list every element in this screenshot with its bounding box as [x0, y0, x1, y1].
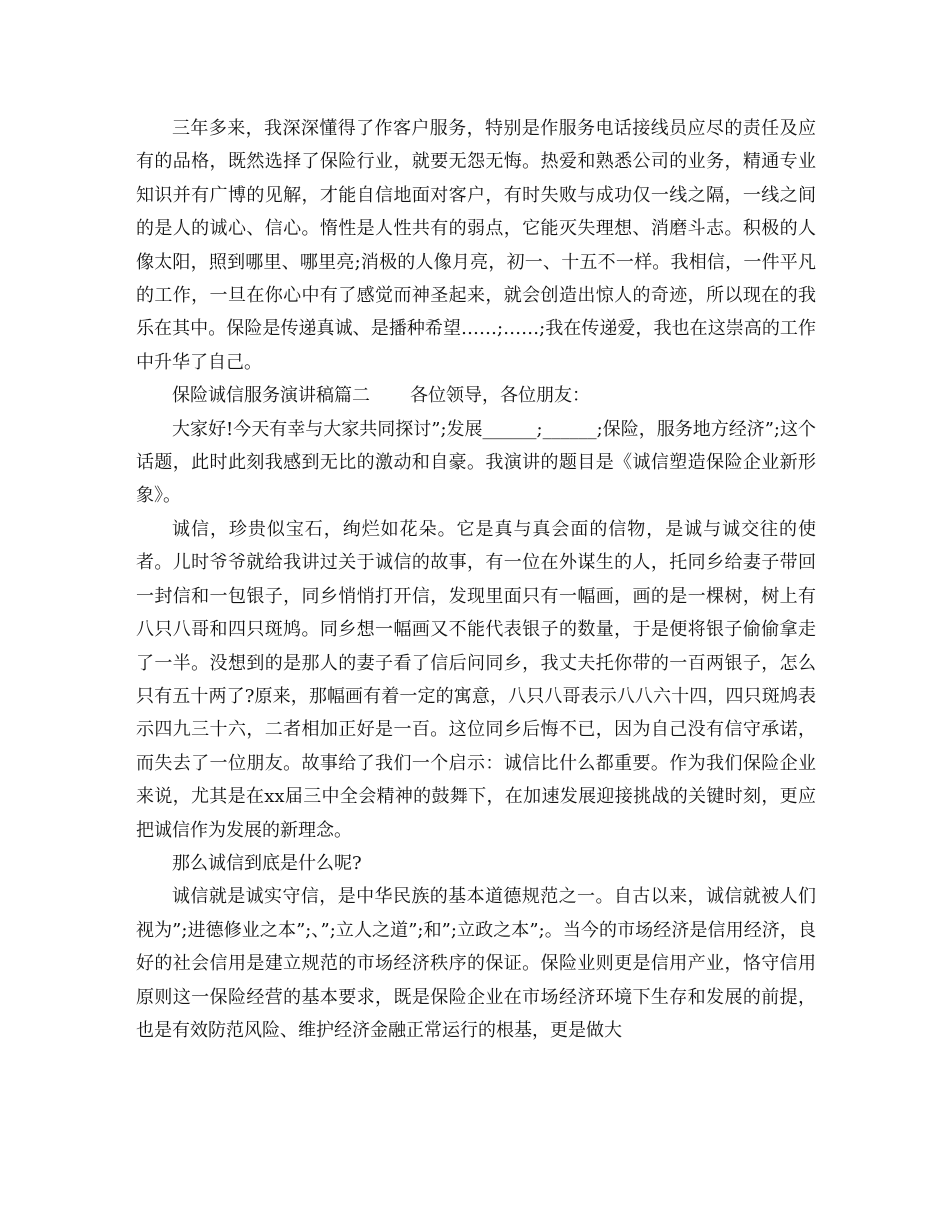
section-title: 保险诚信服务演讲稿篇二 — [172, 385, 370, 407]
paragraph-5: 诚信就是诚实守信，是中华民族的基本道德规范之一。自古以来，诚信就被人们视为”;进德修业之本”;、”;立人之道”;和”;立政之本”;。当今的市场经济是信用经济，良好的社会信用是建立规范的市场经济秩序的保证。保险业则更是信用产业，恪守信用原则这一保险经营的基本要求，既是保险企业在市场经济环境下生存和发展的前提，也是有效防范风险、维护经济金融正常运行的根基，更是做大 — [136, 886, 816, 1041]
document-page — [136, 112, 816, 1047]
paragraph-3: 诚信，珍贵似宝石，绚烂如花朵。它是真与真会面的信物，是诚与诚交往的使者。儿时爷爷就给我讲过关于诚信的故事，有一位在外谋生的人，托同乡给妻子带回一封信和一包银子，同乡悄悄打开信，发现里面只有一幅画，画的是一棵树，树上有八只八哥和四只斑鸠。同乡想一幅画又不能代表银子的数量，于是便将银子偷偷拿走了一半。没想到的是那人的妻子看了信后问同乡，我丈夫托你带的一百两银子，怎么只有五十两了?原来，那幅画有着一定的寓意，八只八哥表示八八六十四，四只斑鸠表示四九三十六，二者相加正好是一百。这位同乡后悔不已，因为自己没有信守承诺，而失去了一位朋友。故事给了我们一个启示：诚信比什么都重要。作为我们保险企业来说，尤其是在xx届三中全会精神的鼓舞下，在加速发展迎接挑战的关键时刻，更应把诚信作为发展的新理念。 — [136, 518, 816, 841]
section-heading-line — [136, 379, 816, 412]
salutation: 各位领导，各位朋友： — [410, 385, 590, 407]
paragraph-2: 大家好!今天有幸与大家共同探讨”;发展______;______;保险，服务地方经济”;这个话题，此时此刻我感到无比的激动和自豪。我演讲的题目是《诚信塑造保险企业新形象》。 — [136, 418, 816, 507]
paragraph-4: 那么诚信到底是什么呢? — [172, 852, 362, 874]
paragraph-1: 三年多来，我深深懂得了作客户服务，特别是作服务电话接线员应尽的责任及应有的品格，既然选择了保险行业，就要无怨无悔。热爱和熟悉公司的业务，精通专业知识并有广博的见解，才能自信地面对客户，有时失败与成功仅一线之隔，一线之间的是人的诚心、信心。惰性是人性共有的弱点，它能灭失理想、消磨斗志。积极的人像太阳，照到哪里、哪里亮;消极的人像月亮，初一、十五不一样。我相信，一件平凡的工作，一旦在你心中有了感觉而神圣起来，就会创造出惊人的奇迹，所以现在的我乐在其中。保险是传递真诚、是播种希望……;……;我在传递爱，我也在这崇高的工作中升华了自己。 — [136, 118, 816, 373]
